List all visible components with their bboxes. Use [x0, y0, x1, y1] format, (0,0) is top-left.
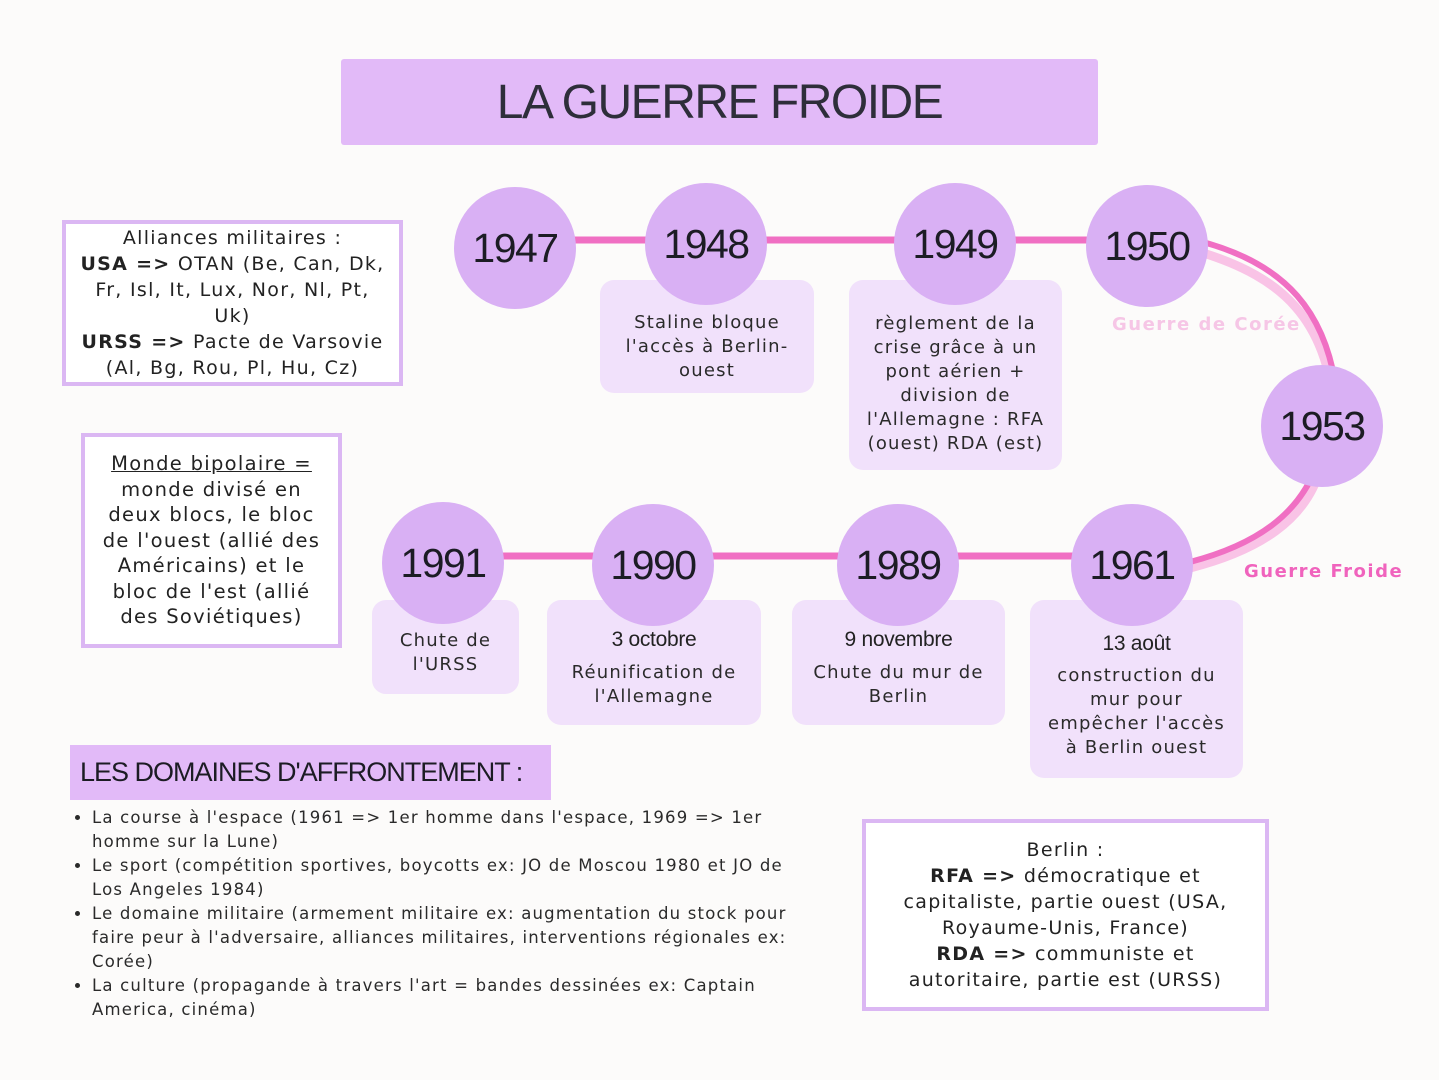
page-title-text: LA GUERRE FROIDE: [496, 75, 943, 129]
berlin-rfa: [880, 863, 1251, 941]
event-1989-text: Chute du mur de Berlin: [813, 662, 984, 707]
domains-list: [70, 806, 792, 1022]
event-1989-date: 9 novembre: [844, 628, 953, 651]
domain-item: • Le domaine militaire (armement militaire ex: augmentation du stock pour faire peur à l'adversaire, alliances militaires, interventions régionales ex: Corée): [92, 902, 792, 974]
year-1949: 1949: [912, 220, 998, 267]
year-circle-1949: [894, 183, 1016, 305]
year-1991: 1991: [400, 539, 486, 586]
alliances-heading: Alliances militaires :: [122, 227, 343, 249]
year-circle-1953: [1261, 365, 1383, 487]
year-circle-1947: [454, 187, 576, 309]
usa-text: OTAN (Be, Can, Dk, Fr, Isl, It, Lux, Nor, Nl, Pt, Uk): [95, 253, 385, 327]
rda-label: RDA =>: [936, 943, 1028, 965]
usa-label: USA =>: [80, 253, 171, 275]
rda-text: communiste et autoritaire, partie est (URSS): [908, 943, 1223, 991]
year-circle-1990: [592, 504, 714, 626]
year-circle-1948: [645, 183, 767, 305]
event-1961-text: construction du mur pour empêcher l'accès à Berlin ouest: [1047, 665, 1226, 758]
domain-item: • La culture (propagande à travers l'art = bandes dessinées ex: Captain America, cinéma): [92, 974, 792, 1022]
event-1991-text: Chute de l'URSS: [399, 630, 492, 675]
berlin-rda: [880, 941, 1251, 993]
year-1961: 1961: [1089, 541, 1175, 588]
year-circle-1989: [837, 504, 959, 626]
event-1948-text: Staline bloque l'accès à Berlin-ouest: [625, 312, 789, 381]
bipolaire-term: Monde bipolaire =: [111, 452, 312, 476]
era-label-froide: Guerre Froide: [1244, 561, 1404, 582]
rfa-label: RFA =>: [930, 865, 1017, 887]
event-card-1961: [1030, 600, 1243, 778]
year-1947: 1947: [472, 224, 558, 271]
domains-heading: [70, 745, 551, 800]
year-circle-1961: [1071, 504, 1193, 626]
year-1950: 1950: [1104, 222, 1190, 269]
domain-item: • Le sport (compétition sportives, boycotts ex: JO de Moscou 1980 et JO de Los Angeles 1984): [92, 854, 792, 902]
year-1989: 1989: [855, 541, 941, 588]
berlin-heading: Berlin :: [1026, 839, 1105, 861]
year-circle-1950: [1086, 185, 1208, 307]
era-label-coree: Guerre de Corée: [1112, 314, 1301, 335]
berlin-box: [862, 819, 1269, 1011]
rfa-text: démocratique et capitaliste, partie ouest (USA, Royaume-Unis, France): [903, 865, 1228, 939]
event-1990-date: 3 octobre: [611, 628, 697, 651]
event-card-1949: [849, 280, 1062, 470]
year-1948: 1948: [663, 220, 749, 267]
year-circle-1991: [382, 502, 504, 624]
event-1949-text: règlement de la crise grâce à un pont aérien + division de l'Allemagne : RFA (ouest) RDA (est): [866, 313, 1045, 454]
urss-text: Pacte de Varsovie (Al, Bg, Rou, Pl, Hu, Cz): [105, 331, 384, 379]
event-1961-date: 13 août: [1102, 632, 1171, 655]
urss-label: URSS =>: [81, 331, 186, 353]
domains-heading-text: LES DOMAINES D'AFFRONTEMENT :: [80, 757, 523, 787]
year-1990: 1990: [610, 541, 696, 588]
year-1953: 1953: [1279, 402, 1365, 449]
event-1990-text: Réunification de l'Allemagne: [571, 662, 737, 707]
domain-item: • La course à l'espace (1961 => 1er homme dans l'espace, 1969 => 1er homme sur la Lune): [92, 806, 792, 854]
bipolaire-definition: monde divisé en deux blocs, le bloc de l'ouest (allié des Américains) et le bloc de l'est (allié des Soviétiques): [102, 477, 321, 629]
